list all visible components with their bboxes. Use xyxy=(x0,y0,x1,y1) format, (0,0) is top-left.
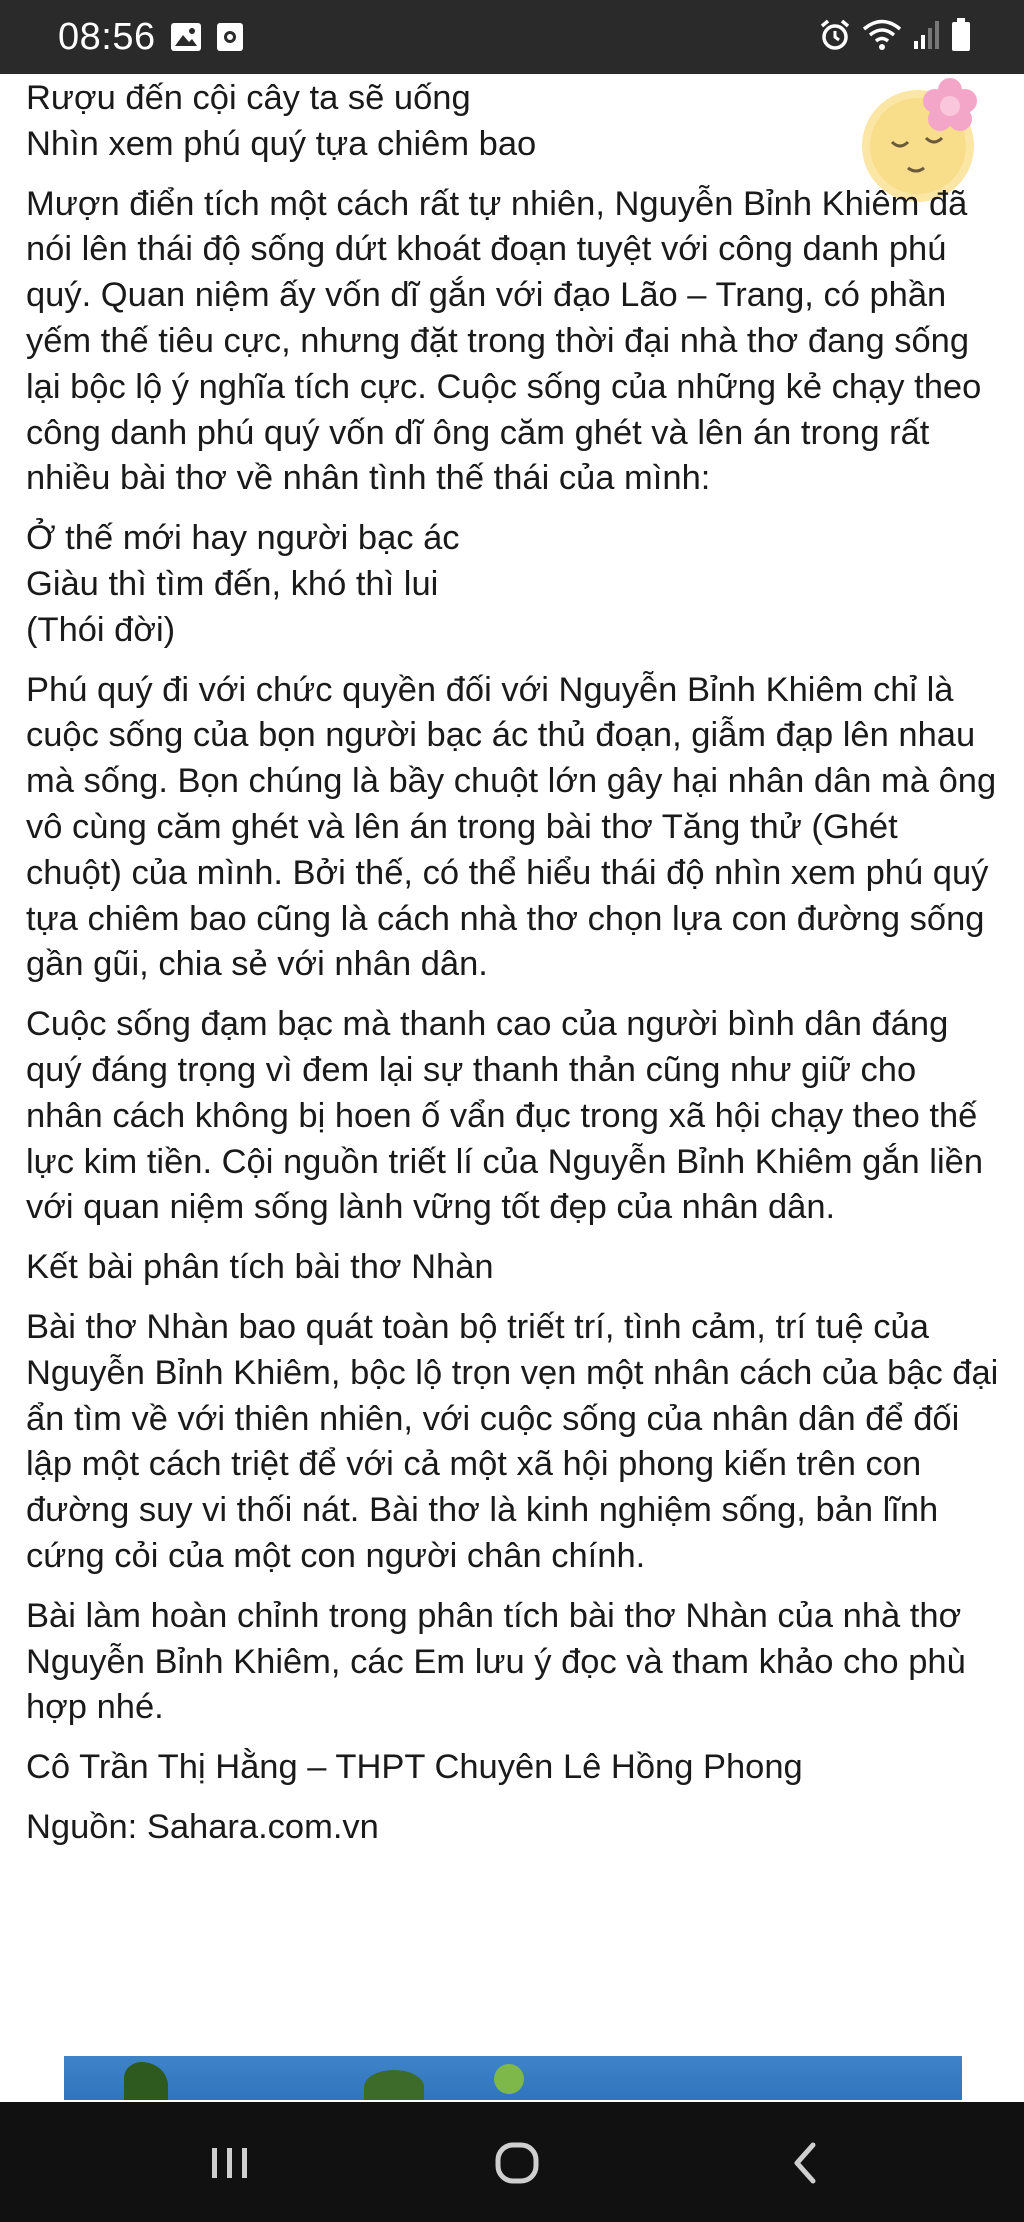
navigation-bar xyxy=(0,2102,1024,2222)
status-bar xyxy=(0,0,1024,74)
recent-apps-icon[interactable] xyxy=(200,2140,260,2186)
article-paragraph: Rượu đến cội cây ta sẽ uống Nhìn xem phú quý tựa chiêm bao xyxy=(26,79,537,163)
battery-icon xyxy=(950,18,972,52)
plant-shape xyxy=(494,2064,524,2094)
article-paragraph: Phú quý đi với chức quyền đối với Nguyễn Bỉnh Khiêm chỉ là cuộc sống của bọn người bạc ác thủ đoạn, giẫm đạp lên nhau mà sống. Bọn chúng là bầy chuột lớn gây hại nhân dân mà ông vô cùng căm ghét và lên án trong bài thơ Tăng thử (Ghét chuột) của mình. Bởi thế, có thể hiểu thái độ nhìn xem phú quý tựa chiêm bao cũng là cách nhà thơ chọn lựa con đường sống gần gũi, chia sẻ với nhân dân. xyxy=(26,670,997,984)
article-paragraph: Ở thế mới hay người bạc ác Giàu thì tìm đến, khó thì lui (Thói đời) xyxy=(26,519,460,649)
article-paragraph: Bài làm hoàn chỉnh trong phân tích bài thơ Nhàn của nhà thơ Nguyễn Bỉnh Khiêm, các Em lưu ý đọc và tham khảo cho phù hợp nhé. xyxy=(26,1596,966,1727)
article-paragraph: Cuộc sống đạm bạc mà thanh cao của người bình dân đáng quý đáng trọng vì đem lại sự thanh thản cũng như giữ cho nhân cách không bị hoen ố vẩn đục trong xã hội chạy theo thế lực kim tiền. Cội nguồn triết lí của Nguyễn Bỉnh Khiêm gắn liền với quan niệm sống lành vững tốt đẹp của nhân dân. xyxy=(26,1005,984,1227)
image-icon xyxy=(170,22,202,52)
status-time: 08:56 xyxy=(58,16,156,58)
source-line: Nguồn: Sahara.com.vn xyxy=(26,1807,379,1846)
article-paragraph: Mượn điển tích một cách rất tự nhiên, Nguyễn Bỉnh Khiêm đã nói lên thái độ sống dứt khoát đoạn tuyệt với công danh phú quý. Quan niệm ấy vốn dĩ gắn với đạo Lão – Trang, có phần yếm thế tiêu cực, nhưng đặt trong thời đại nhà thơ đang sống lại bộc lộ ý nghĩa tích cực. Cuộc sống của những kẻ chạy theo công danh phú quý vốn dĩ ông căm ghét và lên án trong rất nhiều bài thơ về nhân tình thế thái của mình: xyxy=(26,184,982,498)
wifi-icon xyxy=(862,18,902,52)
screenshot-icon xyxy=(216,22,244,52)
plant-shape xyxy=(364,2070,424,2100)
status-right-icons xyxy=(818,18,972,52)
article-paragraph: Bài thơ Nhàn bao quát toàn bộ triết trí, tình cảm, trí tuệ của Nguyễn Bỉnh Khiêm, bộc lộ trọn vẹn một nhân cách của bậc đại ẩn tìm về với thiên nhiên, với cuộc sống của nhân dân để đối lập một cách triệt để với cả một xã hội phong kiến trên con đường suy vi thối nát. Bài thơ là kinh nghiệm sống, bản lĩnh cứng cỏi của một con người chân chính. xyxy=(26,1307,999,1575)
section-heading: Kết bài phân tích bài thơ Nhàn xyxy=(26,1248,494,1287)
article-image[interactable] xyxy=(64,2056,962,2100)
article-content xyxy=(26,76,1001,1865)
status-left-icons xyxy=(170,22,244,52)
signal-icon xyxy=(912,19,940,51)
home-icon[interactable] xyxy=(487,2140,547,2186)
author-line: Cô Trần Thị Hằng – THPT Chuyên Lê Hồng Phong xyxy=(26,1748,803,1787)
plant-shape xyxy=(124,2062,168,2100)
alarm-icon xyxy=(818,18,852,52)
back-icon[interactable] xyxy=(775,2140,835,2186)
